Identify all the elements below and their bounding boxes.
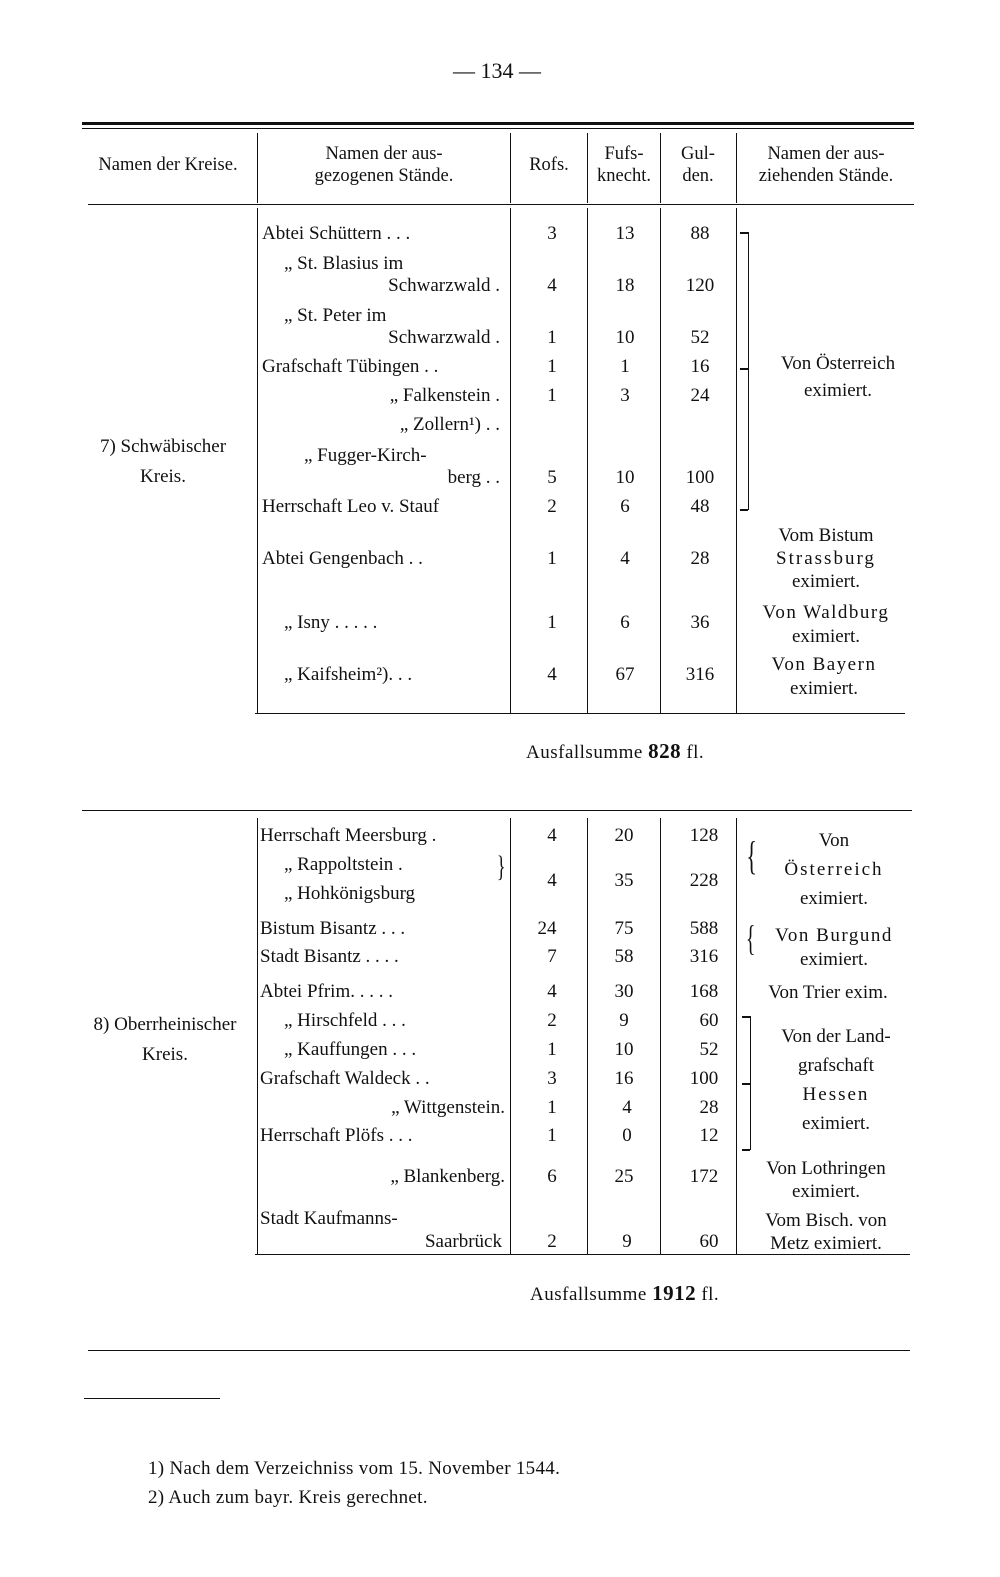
s8-row1-name: Herrschaft Meersburg . <box>260 825 437 846</box>
s8-row3-gulden: 588 <box>689 918 719 939</box>
section7-bottom-rule <box>255 713 905 714</box>
s8-row5-gulden: 168 <box>689 981 719 1002</box>
s8-brace-tip <box>742 1149 750 1151</box>
s8-row2-fuss: 35 <box>614 870 634 891</box>
col-line <box>510 208 511 713</box>
s8-row9-ross: 1 <box>547 1097 557 1118</box>
footnote-2: 2) Auch zum bayr. Kreis gerechnet. <box>148 1487 428 1508</box>
s8-row10-name: Herrschaft Plöfs . . . <box>260 1125 413 1146</box>
s7-row1-gulden: 88 <box>690 223 710 244</box>
s7-sum-value: 828 <box>648 739 682 763</box>
s7-row9-fuss: 4 <box>620 548 630 569</box>
footnote-separator <box>84 1398 220 1399</box>
header-rule <box>88 204 914 205</box>
s8-remark-osterreich <box>784 826 883 913</box>
s7-row9-ross: 1 <box>547 548 557 569</box>
s7-row5-gulden: 24 <box>690 385 710 406</box>
s8-row7-gulden: 52 <box>699 1039 719 1060</box>
s8-remark-hessen-line1: Von der Land- <box>781 1026 891 1047</box>
s8-remark-burgund <box>775 924 893 972</box>
s8-row9-gulden: 28 <box>699 1097 719 1118</box>
s7-row8-gulden: 48 <box>690 496 710 517</box>
s8-row8-name: Grafschaft Waldeck . . <box>260 1068 430 1089</box>
s8-row11-ross: 6 <box>547 1166 557 1187</box>
s8-row1-gulden: 128 <box>689 825 719 846</box>
s7-row11-fuss: 67 <box>615 664 635 685</box>
s8-remark-metz-line1: Vom Bisch. von <box>765 1210 887 1231</box>
s8-row6-name: „ Hirschfeld . . . <box>284 1010 406 1031</box>
s8-row6-fuss: 9 <box>619 1010 629 1031</box>
s7-remark-waldburg-line2: eximiert. <box>791 626 861 647</box>
s7-row3-ross: 1 <box>547 327 557 348</box>
s8-row10-ross: 1 <box>547 1125 557 1146</box>
s7-brace <box>748 232 757 510</box>
s8-row6-ross: 2 <box>547 1010 557 1031</box>
s8-row7-fuss: 10 <box>614 1039 634 1060</box>
s7-row8-fuss: 6 <box>620 496 630 517</box>
s7-row2-fuss: 18 <box>615 275 635 296</box>
s7-brace-tip <box>740 232 748 234</box>
s8-row8-ross: 3 <box>547 1068 557 1089</box>
s7-row3-gulden: 52 <box>690 327 710 348</box>
s7-row5-fuss: 3 <box>620 385 630 406</box>
s8-remark-lothringen-line2: eximiert. <box>791 1181 861 1202</box>
top-rule-thick <box>82 122 914 125</box>
s7-row2-name-line2: Schwarzwald . <box>388 275 500 296</box>
header-stande-line2: gezogenen Stände. <box>314 166 454 186</box>
s8-remark-burgund-line1: Von Burgund <box>775 925 893 946</box>
s8-remark-osterreich-line1: Von <box>818 830 850 851</box>
bottom-rule <box>88 1350 910 1351</box>
section7-kreis-line1: 7) Schwäbischer <box>99 436 227 457</box>
header-gulden <box>661 143 735 187</box>
s8-row2-name-line1: „ Rappoltstein . <box>284 854 403 875</box>
s7-row4-fuss: 1 <box>620 356 630 377</box>
s7-remark-osterreich <box>781 350 895 404</box>
s7-remark-osterreich-line2: eximiert. <box>803 380 873 401</box>
s8-row6-gulden: 60 <box>699 1010 719 1031</box>
s8-row4-ross: 7 <box>547 946 557 967</box>
s7-row2-gulden: 120 <box>685 275 715 296</box>
col-line <box>587 208 588 713</box>
s8-row4-name: Stadt Bisantz . . . . <box>260 946 399 967</box>
s8-row1-ross: 4 <box>547 825 557 846</box>
s7-remark-bayern <box>772 653 877 701</box>
col-line <box>587 133 588 203</box>
s7-remark-bayern-line2: eximiert. <box>789 678 859 699</box>
s7-row1-fuss: 13 <box>615 223 635 244</box>
s7-row2-name-line1: „ St. Blasius im <box>284 253 404 274</box>
s7-sum-unit: fl. <box>686 742 705 763</box>
s8-row11-fuss: 25 <box>614 1166 634 1187</box>
s7-row11-gulden: 316 <box>685 664 715 685</box>
s7-remark-strassburg <box>776 524 876 593</box>
header-gulden-line1: Gul- <box>681 144 715 164</box>
s8-row8-fuss: 16 <box>614 1068 634 1089</box>
footnote-1: 1) Nach dem Verzeichniss vom 15. November 1544. <box>148 1458 561 1479</box>
col-line <box>510 818 511 1254</box>
s7-row7-gulden: 100 <box>685 467 715 488</box>
s7-row7-name-line1: „ Fugger-Kirch- <box>304 445 427 466</box>
s7-row1-name: Abtei Schüttern . . . <box>262 223 411 244</box>
header-ross <box>511 154 587 176</box>
top-rule-thin <box>82 128 914 129</box>
header-ausziehend-line1: Namen der aus- <box>767 144 885 164</box>
header-stande-line1: Namen der aus- <box>325 144 443 164</box>
s7-sum <box>526 741 704 762</box>
header-ausziehend-line2: ziehenden Stände. <box>758 166 894 186</box>
s8-row8-gulden: 100 <box>689 1068 719 1089</box>
s8-row11-name: „ Blankenberg. <box>390 1166 505 1187</box>
s8-remark-lothringen-line1: Von Lothringen <box>766 1158 886 1179</box>
col-line <box>660 818 661 1254</box>
s8-row3-ross: 24 <box>537 918 557 939</box>
s7-remark-osterreich-line1: Von Österreich <box>780 353 896 374</box>
s8-row2-gulden: 228 <box>689 870 719 891</box>
header-ross-label: Rofs. <box>529 155 569 175</box>
s8-sum-value: 1912 <box>652 1281 697 1305</box>
s7-row4-ross: 1 <box>547 356 557 377</box>
col-line <box>736 208 737 713</box>
s8-row2-ross: 4 <box>547 870 557 891</box>
s7-row10-gulden: 36 <box>690 612 710 633</box>
s8-row11-gulden: 172 <box>689 1166 719 1187</box>
s7-row1-ross: 3 <box>547 223 557 244</box>
s8-row1-fuss: 20 <box>614 825 634 846</box>
s8-remark-metz <box>765 1209 887 1255</box>
page-number: — 134 — <box>453 58 541 83</box>
header-stande <box>258 143 510 187</box>
s8-remark-osterreich-line3: eximiert. <box>799 888 869 909</box>
s7-row10-name: „ Isny . . . . . <box>284 612 378 633</box>
s8-sum-unit: fl. <box>701 1284 720 1305</box>
s7-row4-gulden: 16 <box>690 356 710 377</box>
s8-remark-trier: Von Trier exim. <box>768 982 888 1003</box>
s7-row2-ross: 4 <box>547 275 557 296</box>
s8-row2-name-line2: „ Hohkönigsburg <box>284 883 416 904</box>
s8-remark-burgund-line2: eximiert. <box>799 949 869 970</box>
section8-top-rule <box>82 810 912 811</box>
section7-kreis <box>100 432 226 492</box>
header-kreise <box>80 154 256 176</box>
s7-row10-ross: 1 <box>547 612 557 633</box>
s8-remark-hessen <box>781 1022 890 1138</box>
s7-row9-name: Abtei Gengenbach . . <box>262 548 423 569</box>
s7-row3-fuss: 10 <box>615 327 635 348</box>
col-line <box>660 208 661 713</box>
s8-row12-name-line1: Stadt Kaufmanns- <box>260 1208 398 1229</box>
s7-row4-name: Grafschaft Tübingen . . <box>262 356 439 377</box>
s8-remark-metz-line2: Metz eximiert. <box>770 1233 882 1254</box>
s8-remark-hessen-line2: grafschaft <box>798 1055 874 1076</box>
s7-row6-name: „ Zollern¹) . . <box>399 414 500 435</box>
section7-kreis-line2: Kreis. <box>140 466 186 487</box>
s8-row5-name: Abtei Pfrim. . . . . <box>260 981 393 1002</box>
s8-sum <box>530 1283 719 1304</box>
s8-brace-tip <box>742 1016 750 1018</box>
s8-row7-ross: 1 <box>547 1039 557 1060</box>
header-fuss-line2: knecht. <box>597 166 651 186</box>
col-line <box>660 133 661 203</box>
header-kreise-label: Namen der Kreise. <box>98 155 238 175</box>
s8-row12-fuss: 9 <box>622 1231 632 1252</box>
s8-row3-name: Bistum Bisantz . . . <box>260 918 406 939</box>
s7-row5-ross: 1 <box>547 385 557 406</box>
s8-sum-label: Ausfallsumme <box>530 1284 647 1305</box>
s7-row5-name: „ Falkenstein . <box>389 385 500 406</box>
header-fuss <box>588 143 660 187</box>
s8-row5-ross: 4 <box>547 981 557 1002</box>
s7-remark-waldburg <box>763 601 890 649</box>
col-line <box>510 133 511 203</box>
s7-row8-name: Herrschaft Leo v. Stauf <box>262 496 440 517</box>
section8-kreis-line1: 8) Oberrheinischer <box>93 1014 237 1035</box>
section8-kreis <box>94 1010 237 1070</box>
header-gulden-line2: den. <box>682 166 714 186</box>
s8-row5-fuss: 30 <box>614 981 634 1002</box>
s8-brace-burgund: { <box>745 918 756 958</box>
s7-row11-name: „ Kaifsheim²). . . <box>284 664 413 685</box>
col-line <box>257 208 258 713</box>
s8-row4-gulden: 316 <box>689 946 719 967</box>
s8-row10-gulden: 12 <box>699 1125 719 1146</box>
s8-brace-osterreich: { <box>746 833 757 878</box>
col-line <box>257 818 258 1254</box>
s8-row12-name-line2: Saarbrück <box>424 1231 502 1252</box>
col-line <box>736 133 737 203</box>
s7-brace-tip <box>740 509 748 511</box>
col-line <box>736 818 737 1254</box>
s7-remark-strassburg-line1: Vom Bistum <box>778 525 874 546</box>
s7-row7-fuss: 10 <box>615 467 635 488</box>
s7-remark-strassburg-line3: eximiert. <box>791 571 861 592</box>
s7-row7-name-line2: berg . . <box>447 467 500 488</box>
col-line <box>257 133 258 203</box>
s7-row11-ross: 4 <box>547 664 557 685</box>
s7-remark-waldburg-line1: Von Waldburg <box>762 602 890 623</box>
col-line <box>587 818 588 1254</box>
s8-remark-hessen-line3: Hessen <box>802 1084 870 1105</box>
s8-row12-ross: 2 <box>547 1231 557 1252</box>
s8-row7-name: „ Kauffungen . . . <box>284 1039 417 1060</box>
s8-row3-fuss: 75 <box>614 918 634 939</box>
header-ausziehend <box>737 143 915 187</box>
header-fuss-line1: Fufs- <box>604 144 644 164</box>
s8-remark-hessen-line4: eximiert. <box>801 1113 871 1134</box>
s7-row8-ross: 2 <box>547 496 557 517</box>
s8-remark-osterreich-line2: Österreich <box>784 859 884 880</box>
s8-row4-fuss: 58 <box>614 946 634 967</box>
s8-remark-lothringen <box>766 1157 885 1203</box>
s8-row10-fuss: 0 <box>622 1125 632 1146</box>
s7-remark-strassburg-line2: Strassburg <box>776 548 876 569</box>
section8-kreis-line2: Kreis. <box>142 1044 188 1065</box>
s8-row9-fuss: 4 <box>622 1097 632 1118</box>
s8-row2-brace-icon: } <box>496 850 506 883</box>
s8-row12-gulden: 60 <box>699 1231 719 1252</box>
s7-row3-name-line2: Schwarzwald . <box>388 327 500 348</box>
s8-brace-hessen <box>750 1016 759 1150</box>
s7-row10-fuss: 6 <box>620 612 630 633</box>
s8-brace-tip <box>742 1083 750 1085</box>
s7-row3-name-line1: „ St. Peter im <box>284 305 387 326</box>
s7-row9-gulden: 28 <box>690 548 710 569</box>
s7-row7-ross: 5 <box>547 467 557 488</box>
s7-sum-label: Ausfallsumme <box>526 742 643 763</box>
s7-remark-bayern-line1: Von Bayern <box>771 654 877 675</box>
s8-row9-name: „ Wittgenstein. <box>391 1097 505 1118</box>
s7-brace-tip <box>740 368 748 370</box>
